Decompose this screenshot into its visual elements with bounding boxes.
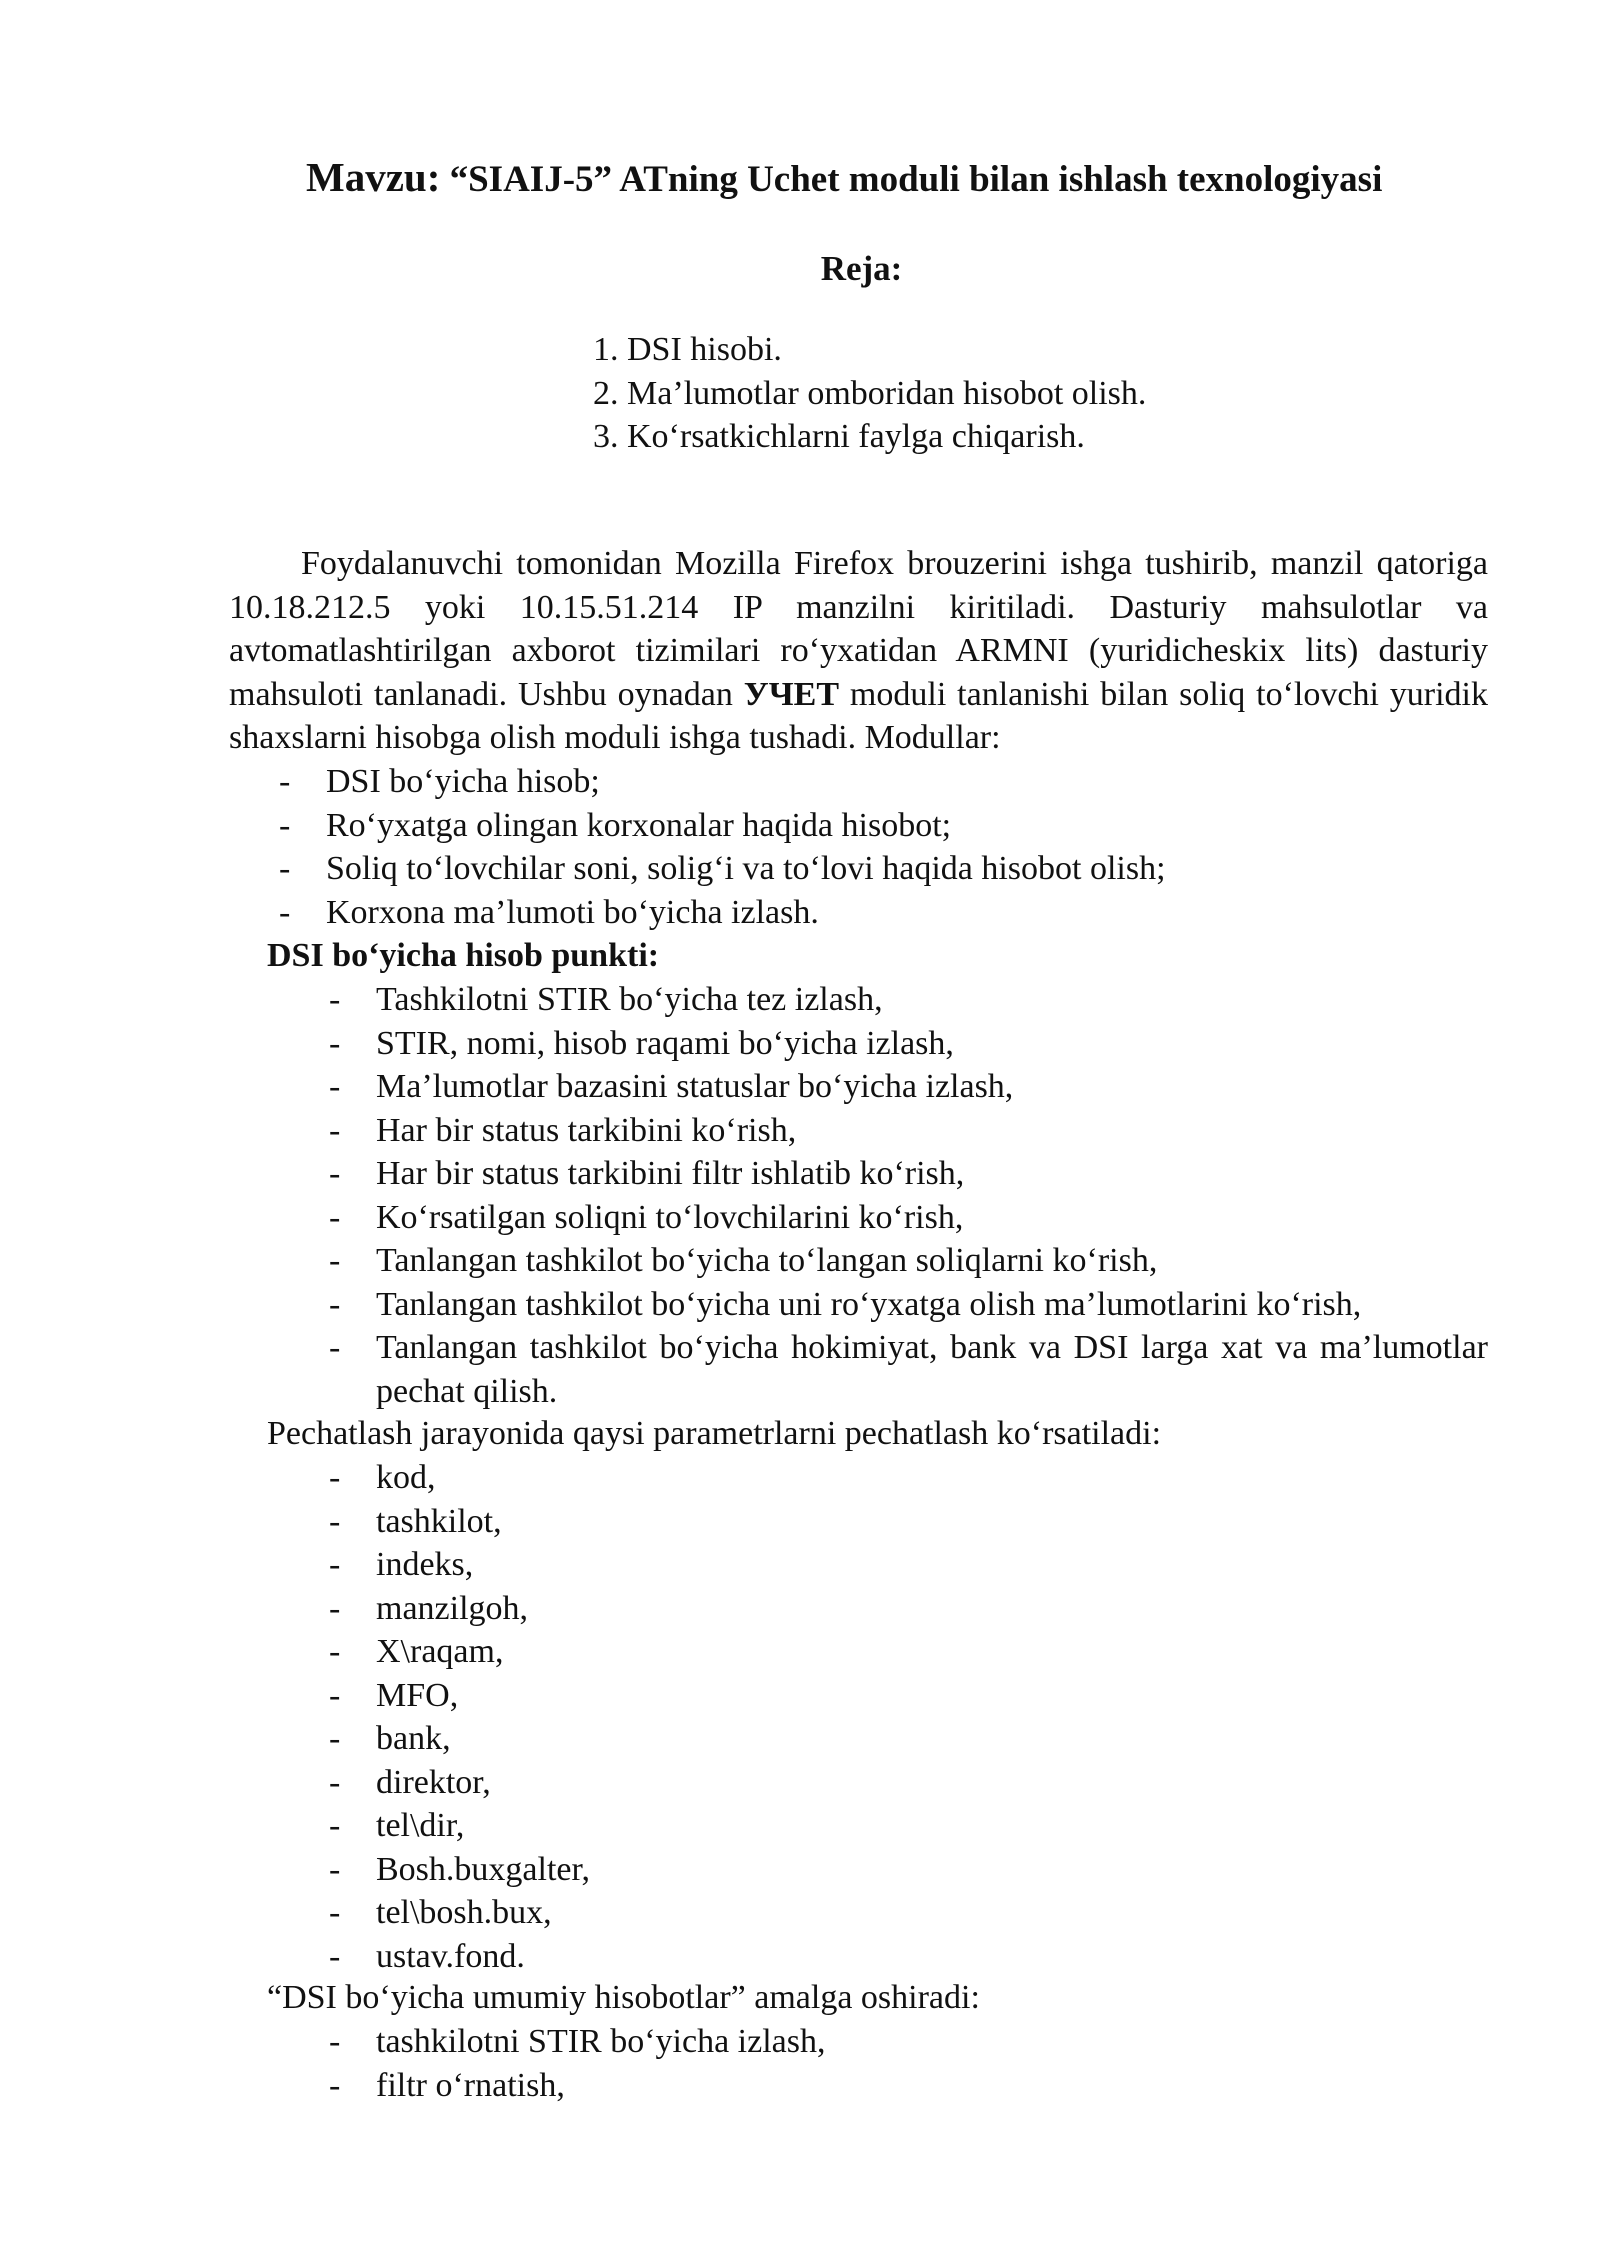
list-item-text: Korxona ma’lumoti bo‘yicha izlash. bbox=[326, 893, 819, 931]
plan-item: 3. Ko‘rsatkichlarni faylga chiqarish. bbox=[593, 418, 1085, 455]
dash-marker: - bbox=[329, 1155, 341, 1192]
list-item bbox=[329, 2020, 1488, 2064]
dash-marker: - bbox=[329, 1024, 341, 1062]
plan-item: 2. Ma’lumotlar omboridan hisobot olish. bbox=[593, 374, 1147, 412]
list-item bbox=[279, 891, 1166, 935]
reports-heading: “DSI bo‘yicha umumiy hisobotlar” amalga oshiradi: bbox=[267, 1979, 980, 2016]
plan-item: 1. DSI hisobi. bbox=[593, 331, 782, 368]
list-item bbox=[329, 1761, 1488, 1805]
intro-paragraph bbox=[229, 542, 1488, 760]
dash-marker: - bbox=[329, 1850, 341, 1888]
list-item bbox=[329, 1283, 1488, 1327]
list-item-text: Ko‘rsatilgan soliqni to‘lovchilarini ko‘rish, bbox=[376, 1198, 964, 1236]
list-item bbox=[329, 1717, 1488, 1761]
dash-marker: - bbox=[279, 893, 291, 931]
modules-list bbox=[279, 760, 1166, 934]
list-item-text: tel\bosh.bux, bbox=[376, 1894, 552, 1931]
dash-marker: - bbox=[329, 1633, 341, 1670]
list-item bbox=[329, 1109, 1488, 1153]
list-item bbox=[329, 1065, 1488, 1109]
dash-marker: - bbox=[279, 806, 291, 844]
list-item-text: manzilgoh, bbox=[376, 1589, 529, 1627]
dash-marker: - bbox=[329, 2066, 341, 2104]
list-item-text: tel\dir, bbox=[376, 1807, 465, 1844]
list-item-text: bank, bbox=[376, 1720, 451, 1757]
dash-marker: - bbox=[329, 1111, 341, 1149]
list-item-text: Har bir status tarkibini filtr ishlatib ko‘rish, bbox=[376, 1155, 965, 1192]
list-item bbox=[329, 1804, 1488, 1848]
list-item bbox=[279, 804, 1166, 848]
list-item bbox=[329, 1543, 1488, 1587]
list-item bbox=[329, 1935, 1488, 1979]
list-item bbox=[329, 1326, 1488, 1413]
dash-marker: - bbox=[329, 1720, 341, 1757]
dash-marker: - bbox=[329, 1242, 341, 1279]
dsi-heading: DSI bo‘yicha hisob punkti: bbox=[267, 937, 660, 974]
dash-marker: - bbox=[329, 1285, 341, 1323]
intro-text-1: Foydalanuvchi tomonidan Mozilla Firefox brouzerini ishga tushirib, manzil qatoriga 10.18.212.5 yoki 10.15.51.214 IP manzilni kiritiladi. Dasturiy mahsulotlar va avtomatlashtirilgan axborot tizimilari ro‘yxatidan ARMNI (yuridicheskix lits) dasturiy mahsuloti tanlanadi. Ushbu oynadan bbox=[229, 545, 1488, 713]
list-item bbox=[329, 1196, 1488, 1240]
plan-heading: Reja: bbox=[820, 249, 903, 288]
dash-marker: - bbox=[329, 1937, 341, 1975]
list-item bbox=[329, 1022, 1488, 1066]
print-params-list bbox=[329, 1456, 1488, 1978]
list-item bbox=[329, 1152, 1488, 1196]
dash-marker: - bbox=[329, 1546, 341, 1583]
dsi-list bbox=[329, 978, 1488, 1413]
list-item bbox=[329, 1587, 1488, 1631]
intro-text-2: moduli tanlanishi bilan soliq to‘lovchi yuridik shaxslarni hisobga olish moduli ishga tushadi. Modullar: bbox=[229, 675, 1488, 756]
dash-marker: - bbox=[329, 1894, 341, 1931]
list-item-text: Soliq to‘lovchilar soni, solig‘i va to‘lovi haqida hisobot olish; bbox=[326, 850, 1166, 887]
list-item-text: tashkilot, bbox=[376, 1502, 502, 1540]
list-item-text: Har bir status tarkibini ko‘rish, bbox=[376, 1111, 797, 1149]
intro-bold-module: УЧЕТ bbox=[743, 675, 840, 713]
dash-marker: - bbox=[329, 1763, 341, 1801]
list-item bbox=[279, 760, 1166, 804]
list-item-text: kod, bbox=[376, 1459, 436, 1496]
title-lead: Mavzu: bbox=[306, 154, 441, 200]
dash-marker: - bbox=[329, 1676, 341, 1714]
dash-marker: - bbox=[329, 981, 341, 1018]
list-item bbox=[329, 1500, 1488, 1544]
list-item-text: Tanlangan tashkilot bo‘yicha hokimiyat, bank va DSI larga xat va ma’lumotlar pechat qilish. bbox=[376, 1329, 1488, 1410]
list-item bbox=[329, 1630, 1488, 1674]
dash-marker: - bbox=[329, 1502, 341, 1540]
dash-marker: - bbox=[279, 763, 291, 800]
dash-marker: - bbox=[329, 1329, 341, 1366]
list-item bbox=[329, 1239, 1488, 1283]
list-item-text: Ro‘yxatga olingan korxonalar haqida hisobot; bbox=[326, 806, 952, 844]
list-item-text: Tanlangan tashkilot bo‘yicha to‘langan soliqlarni ko‘rish, bbox=[376, 1242, 1158, 1279]
list-item bbox=[329, 2064, 1488, 2108]
list-item-text: Tanlangan tashkilot bo‘yicha uni ro‘yxatga olish ma’lumotlarini ko‘rish, bbox=[376, 1285, 1362, 1323]
title-rest: “SIAIJ-5” ATning Uchet moduli bilan ishlash texnologiyasi bbox=[449, 159, 1383, 200]
list-item bbox=[329, 1848, 1488, 1892]
list-item bbox=[279, 847, 1166, 891]
list-item-text: DSI bo‘yicha hisob; bbox=[326, 763, 600, 800]
list-item-text: indeks, bbox=[376, 1546, 474, 1583]
list-item-text: MFO, bbox=[376, 1676, 459, 1714]
dash-marker: - bbox=[329, 1198, 341, 1236]
document-title bbox=[306, 152, 1382, 205]
list-item-text: ustav.fond. bbox=[376, 1937, 525, 1975]
dash-marker: - bbox=[329, 1068, 341, 1105]
list-item-text: X\raqam, bbox=[376, 1633, 504, 1670]
plan-list bbox=[593, 328, 1146, 459]
list-item-text: Tashkilotni STIR bo‘yicha tez izlash, bbox=[376, 981, 883, 1018]
list-item-text: tashkilotni STIR bo‘yicha izlash, bbox=[376, 2023, 826, 2060]
dash-marker: - bbox=[329, 1589, 341, 1627]
list-item-text: Ma’lumotlar bazasini statuslar bo‘yicha izlash, bbox=[376, 1068, 1014, 1105]
list-item bbox=[329, 978, 1488, 1022]
dash-marker: - bbox=[279, 850, 291, 887]
list-item-text: direktor, bbox=[376, 1763, 491, 1801]
dash-marker: - bbox=[329, 1459, 341, 1496]
dash-marker: - bbox=[329, 2023, 341, 2060]
list-item-text: STIR, nomi, hisob raqami bo‘yicha izlash, bbox=[376, 1024, 954, 1062]
list-item bbox=[329, 1456, 1488, 1500]
list-item bbox=[329, 1891, 1488, 1935]
list-item-text: filtr o‘rnatish, bbox=[376, 2066, 565, 2104]
list-item bbox=[329, 1674, 1488, 1718]
dash-marker: - bbox=[329, 1807, 341, 1844]
print-heading: Pechatlash jarayonida qaysi parametrlarni pechatlash ko‘rsatiladi: bbox=[267, 1415, 1162, 1452]
reports-list bbox=[329, 2020, 1488, 2107]
list-item-text: Bosh.buxgalter, bbox=[376, 1850, 590, 1888]
